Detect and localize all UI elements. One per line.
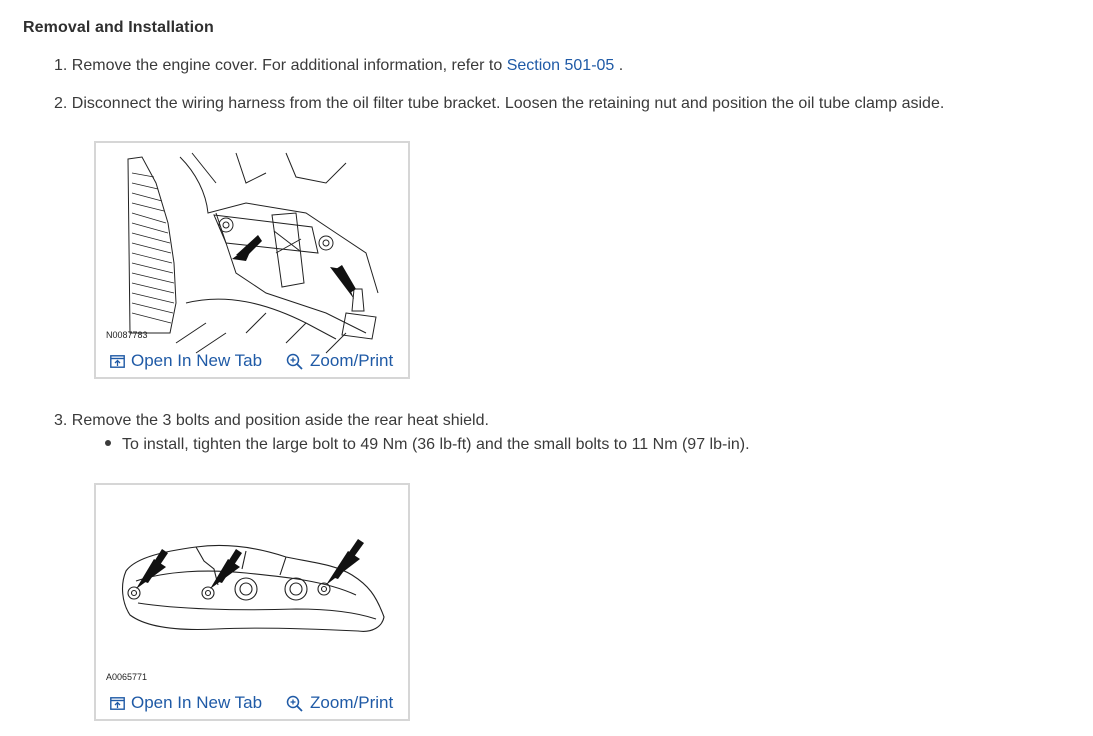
figure-code: N0087783 — [106, 330, 148, 340]
step-3-bullet-text: To install, tighten the large bolt to 49 Nm (36 lb-ft) and the small bolts to 11 Nm (97 lb-in). — [122, 436, 750, 453]
open-in-new-tab-link[interactable] — [110, 693, 262, 713]
open-new-tab-icon — [110, 697, 125, 710]
open-new-tab-icon — [110, 355, 125, 368]
figure-links — [110, 351, 393, 371]
oil-tube-bracket-illustration — [96, 143, 408, 377]
zoom-icon — [286, 695, 304, 712]
section-501-05-link[interactable]: Section 501-05 — [506, 57, 615, 74]
step-1-after: . — [614, 57, 624, 74]
figure-links — [110, 693, 393, 713]
figure-code: A0065771 — [106, 672, 148, 682]
open-in-new-tab-label: Open In New Tab — [131, 693, 263, 712]
figure-oil-tube-bracket — [94, 141, 410, 379]
open-in-new-tab-label: Open In New Tab — [131, 351, 263, 370]
figure-heat-shield — [94, 483, 410, 721]
zoom-print-link[interactable] — [286, 351, 393, 371]
step-2: 2. Disconnect the wiring harness from the oil filter tube bracket. Loosen the retaining nut and position the oil tube clamp aside. — [54, 95, 945, 112]
step-3-bullet — [105, 436, 750, 454]
section-heading: Removal and Installation — [23, 19, 214, 36]
heat-shield-illustration — [96, 485, 408, 719]
step-1 — [54, 57, 623, 75]
zoom-print-label: Zoom/Print — [310, 693, 394, 712]
step-1-text: 1. Remove the engine cover. For additional information, refer to — [54, 57, 507, 74]
zoom-print-link[interactable] — [286, 693, 393, 713]
zoom-print-label: Zoom/Print — [310, 351, 394, 370]
zoom-icon — [286, 353, 304, 370]
bullet-dot — [105, 440, 111, 446]
step-3: 3. Remove the 3 bolts and position aside the rear heat shield. — [54, 412, 489, 429]
open-in-new-tab-link[interactable] — [110, 351, 262, 371]
